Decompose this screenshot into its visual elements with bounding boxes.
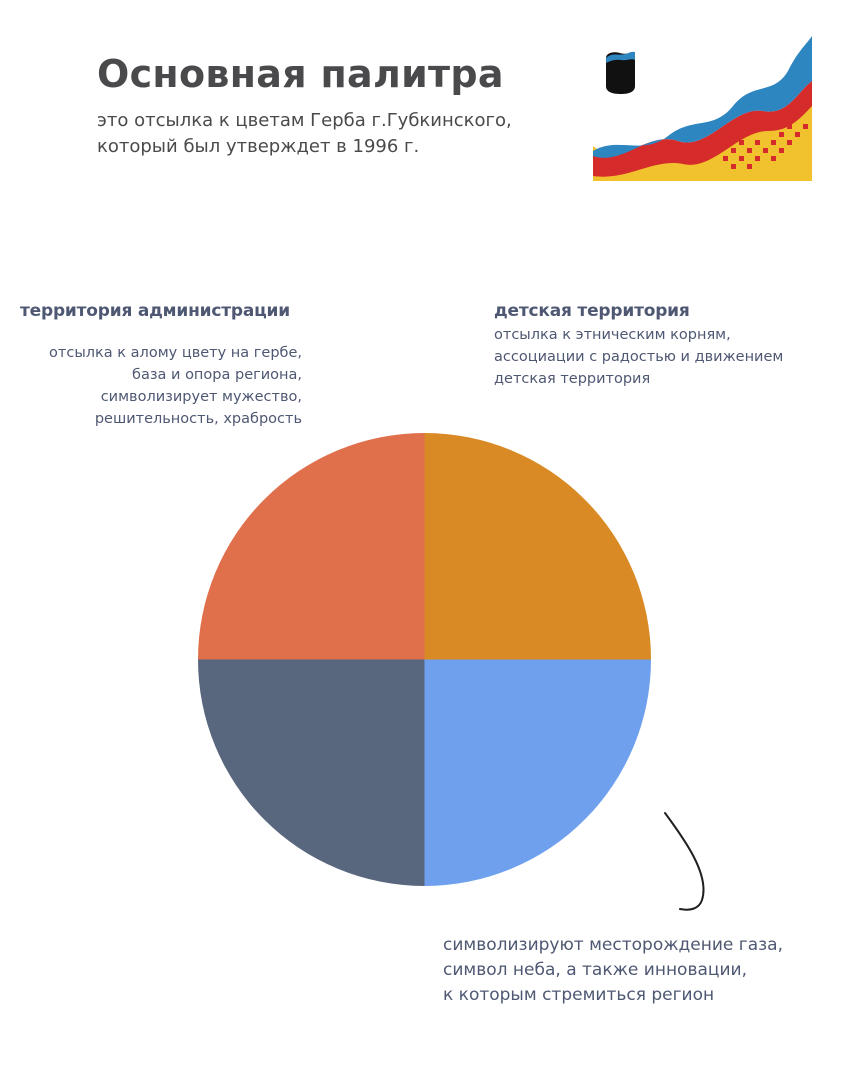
description-line: детская территория bbox=[494, 371, 651, 387]
ornament-square bbox=[723, 156, 728, 161]
ornament-square bbox=[803, 124, 808, 129]
note-line: символ неба, а также инновации, bbox=[443, 960, 747, 980]
admin-territory-description bbox=[49, 342, 302, 430]
ornament-square bbox=[795, 132, 800, 137]
ornament-square bbox=[731, 164, 736, 169]
ornament-square bbox=[787, 124, 792, 129]
ornament-square bbox=[739, 140, 744, 145]
ornament-square bbox=[739, 156, 744, 161]
description-line: отсылка к этническим корням, bbox=[494, 327, 731, 343]
subtitle-line: который был утверждет в 1996 г. bbox=[97, 136, 420, 157]
pie-slice-bottom-left bbox=[198, 660, 425, 887]
children-territory-heading: детская территория bbox=[494, 301, 690, 321]
ornament-square bbox=[731, 148, 736, 153]
ornament-square bbox=[755, 140, 760, 145]
coat-of-arms-emblem-icon bbox=[593, 36, 812, 181]
ornament-square bbox=[747, 148, 752, 153]
ornament-square bbox=[747, 164, 752, 169]
ornament-square bbox=[755, 156, 760, 161]
ornament-square bbox=[771, 156, 776, 161]
pie-slice-top-left bbox=[198, 433, 425, 660]
ornament-square bbox=[787, 140, 792, 145]
description-line: база и опора региона, bbox=[132, 367, 302, 383]
description-line: ассоциации с радостью и движением bbox=[494, 349, 784, 365]
pie-slice-bottom-right bbox=[425, 660, 652, 887]
ornament-square bbox=[779, 132, 784, 137]
ornament-square bbox=[779, 148, 784, 153]
children-territory-description bbox=[494, 324, 783, 390]
blue-gray-note bbox=[443, 933, 783, 1008]
page-title: Основная палитра bbox=[97, 52, 504, 96]
ornament-square bbox=[763, 148, 768, 153]
pointer-arrow-icon bbox=[655, 805, 715, 920]
ornament-square bbox=[771, 140, 776, 145]
note-line: к которым стремиться регион bbox=[443, 985, 715, 1005]
description-line: отсылка к алому цвету на гербе, bbox=[49, 345, 302, 361]
palette-pie bbox=[197, 432, 652, 887]
pie-slice-top-right bbox=[425, 433, 652, 660]
description-line: решительность, храбрость bbox=[94, 411, 302, 427]
description-line: символизирует мужество, bbox=[100, 389, 302, 405]
note-line: символизируют месторождение газа, bbox=[443, 935, 783, 955]
subtitle-line: это отсылка к цветам Герба г.Губкинского, bbox=[97, 110, 512, 131]
page-subtitle bbox=[97, 108, 567, 160]
admin-territory-heading: территория администрации bbox=[20, 301, 290, 321]
